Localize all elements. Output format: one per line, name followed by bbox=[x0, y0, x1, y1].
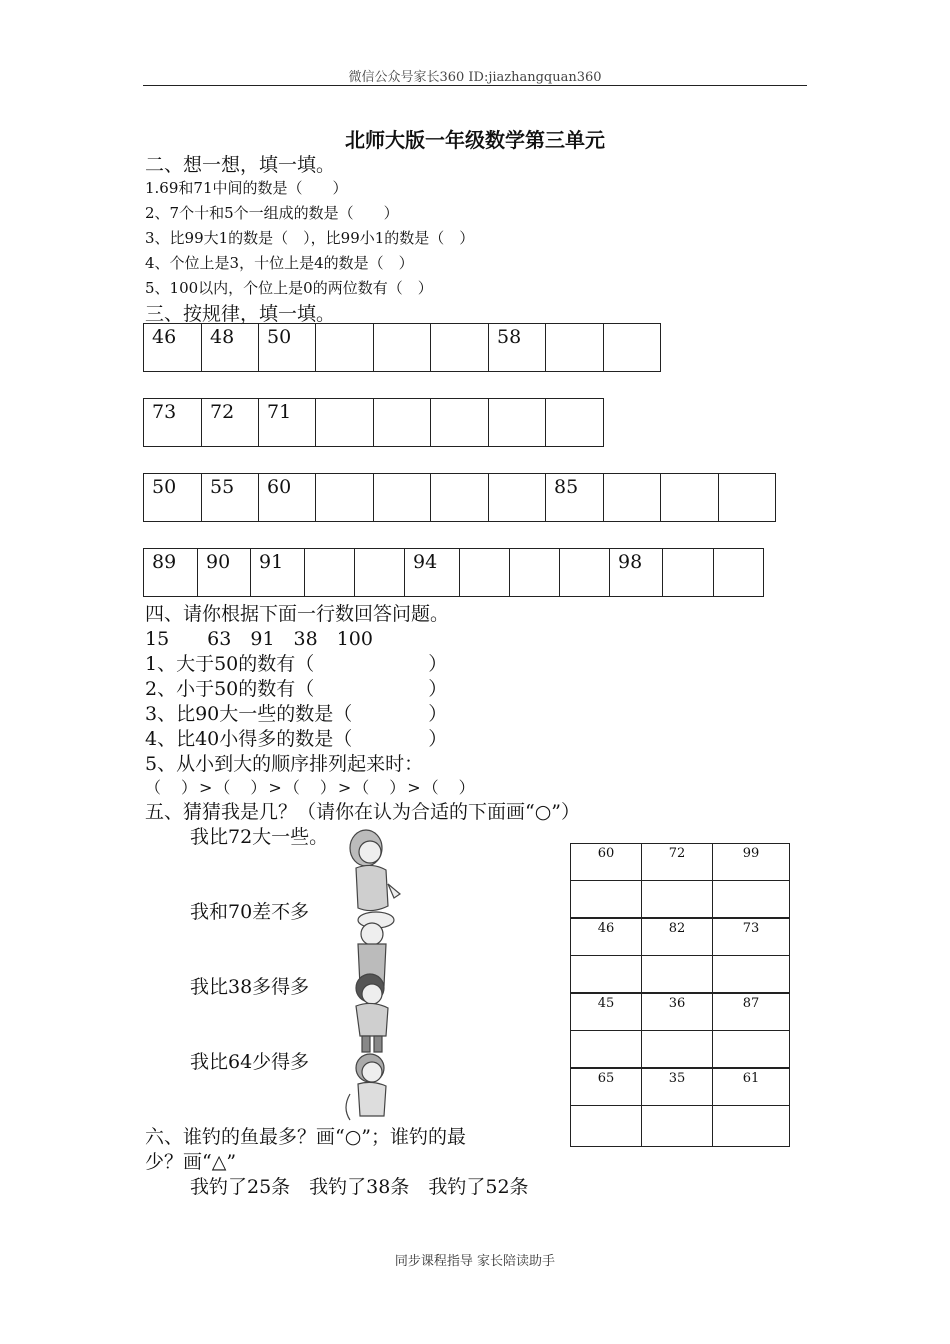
order-line: （ ）>（ ）>（ ）>（ ）>（ ） bbox=[145, 778, 477, 797]
seq-cell: 50 bbox=[144, 474, 202, 522]
section2-q3: 3、比99大1的数是（ ），比99小1的数是（ ） bbox=[145, 229, 475, 247]
page-title: 北师大版一年级数学第三单元 bbox=[345, 128, 605, 152]
seq-blank[interactable] bbox=[604, 324, 661, 372]
option-number: 65 bbox=[571, 1069, 642, 1106]
option-answer-cell[interactable] bbox=[713, 1031, 790, 1068]
seq-cell: 60 bbox=[259, 474, 316, 522]
option-number: 60 bbox=[571, 844, 642, 881]
seq-cell: 98 bbox=[610, 549, 663, 597]
seq-cell: 71 bbox=[259, 399, 316, 447]
option-answer-cell[interactable] bbox=[713, 956, 790, 993]
option-number: 45 bbox=[571, 994, 642, 1031]
seq-cell: 85 bbox=[546, 474, 604, 522]
section6-line2: 少？画“△” bbox=[145, 1151, 237, 1173]
seq-blank[interactable] bbox=[460, 549, 510, 597]
seq-cell: 89 bbox=[144, 549, 198, 597]
sequence-table-1 bbox=[143, 323, 661, 372]
seq-blank[interactable] bbox=[489, 474, 546, 522]
option-number: 87 bbox=[713, 994, 790, 1031]
sequence-table-4 bbox=[143, 548, 764, 597]
sequence-table-2 bbox=[143, 398, 604, 447]
seq-blank[interactable] bbox=[604, 474, 661, 522]
options-table-3 bbox=[570, 993, 790, 1068]
options-table-1 bbox=[570, 843, 790, 918]
section4-q3: 3、比90大一些的数是（ ） bbox=[145, 703, 448, 725]
seq-blank[interactable] bbox=[431, 324, 489, 372]
section4-q4: 4、比40小得多的数是（ ） bbox=[145, 728, 448, 750]
options-table-2 bbox=[570, 918, 790, 993]
option-number: 72 bbox=[642, 844, 713, 881]
option-number: 36 bbox=[642, 994, 713, 1031]
seq-blank[interactable] bbox=[316, 399, 374, 447]
seq-blank[interactable] bbox=[316, 474, 374, 522]
option-answer-cell[interactable] bbox=[713, 881, 790, 918]
header-rule bbox=[143, 85, 807, 86]
option-answer-cell[interactable] bbox=[713, 1106, 790, 1147]
option-number: 35 bbox=[642, 1069, 713, 1106]
option-answer-cell[interactable] bbox=[642, 1031, 713, 1068]
seq-cell: 94 bbox=[405, 549, 460, 597]
seq-cell: 55 bbox=[202, 474, 259, 522]
option-number: 61 bbox=[713, 1069, 790, 1106]
cartoon-children-illustration bbox=[336, 826, 408, 1126]
option-answer-cell[interactable] bbox=[571, 956, 642, 993]
section2-q2: 2、7个十和5个一组成的数是（ ） bbox=[145, 204, 399, 222]
seq-blank[interactable] bbox=[560, 549, 610, 597]
seq-blank[interactable] bbox=[374, 399, 431, 447]
seq-blank[interactable] bbox=[510, 549, 560, 597]
seq-cell: 48 bbox=[202, 324, 259, 372]
sequence-table-3 bbox=[143, 473, 776, 522]
seq-cell: 46 bbox=[144, 324, 202, 372]
section4-q1: 1、大于50的数有（ ） bbox=[145, 653, 448, 675]
seq-blank[interactable] bbox=[374, 324, 431, 372]
option-answer-cell[interactable] bbox=[642, 1106, 713, 1147]
seq-blank[interactable] bbox=[489, 399, 546, 447]
option-number: 99 bbox=[713, 844, 790, 881]
seq-blank[interactable] bbox=[546, 399, 604, 447]
section3-heading: 三、按规律，填一填。 bbox=[145, 303, 336, 325]
options-table-4 bbox=[570, 1068, 790, 1147]
option-answer-cell[interactable] bbox=[642, 881, 713, 918]
section2-q4: 4、个位上是3，十位上是4的数是（ ） bbox=[145, 254, 414, 272]
section5-heading: 五、猜猜我是几？（请你在认为合适的下面画“○”） bbox=[145, 801, 581, 823]
option-answer-cell[interactable] bbox=[571, 1031, 642, 1068]
seq-cell: 91 bbox=[251, 549, 305, 597]
seq-blank[interactable] bbox=[714, 549, 764, 597]
seq-cell: 50 bbox=[259, 324, 316, 372]
seq-blank[interactable] bbox=[719, 474, 776, 522]
page-header: 微信公众号家长360 ID:jiazhangquan360 bbox=[348, 70, 602, 85]
option-number: 46 bbox=[571, 919, 642, 956]
fishing-counts: 我钓了25条 我钓了38条 我钓了52条 bbox=[190, 1176, 529, 1198]
seq-blank[interactable] bbox=[431, 399, 489, 447]
option-number: 82 bbox=[642, 919, 713, 956]
seq-blank[interactable] bbox=[374, 474, 431, 522]
section2-q1: 1.69和71中间的数是（ ） bbox=[145, 179, 348, 197]
seq-blank[interactable] bbox=[316, 324, 374, 372]
seq-cell: 72 bbox=[202, 399, 259, 447]
section6-line1: 六、谁钓的鱼最多？画“○”；谁钓的最 bbox=[145, 1126, 467, 1148]
seq-blank[interactable] bbox=[305, 549, 355, 597]
section4-q2: 2、小于50的数有（ ） bbox=[145, 678, 448, 700]
guess-statement-1: 我比72大一些。 bbox=[190, 826, 329, 848]
seq-blank[interactable] bbox=[546, 324, 604, 372]
page-footer: 同步课程指导 家长陪读助手 bbox=[394, 1254, 556, 1269]
guess-statement-2: 我和70差不多 bbox=[190, 901, 310, 923]
seq-cell: 90 bbox=[198, 549, 251, 597]
option-answer-cell[interactable] bbox=[642, 956, 713, 993]
seq-blank[interactable] bbox=[661, 474, 719, 522]
option-answer-cell[interactable] bbox=[571, 1106, 642, 1147]
option-number: 73 bbox=[713, 919, 790, 956]
seq-cell: 58 bbox=[489, 324, 546, 372]
option-answer-cell[interactable] bbox=[571, 881, 642, 918]
section4-numbers: 15 63 91 38 100 bbox=[145, 628, 373, 650]
seq-blank[interactable] bbox=[355, 549, 405, 597]
section2-q5: 5、100以内，个位上是0的两位数有（ ） bbox=[145, 279, 433, 297]
guess-statement-4: 我比64少得多 bbox=[190, 1051, 310, 1073]
seq-cell: 73 bbox=[144, 399, 202, 447]
section4-heading: 四、请你根据下面一行数回答问题。 bbox=[145, 603, 450, 625]
seq-blank[interactable] bbox=[431, 474, 489, 522]
guess-statement-3: 我比38多得多 bbox=[190, 976, 310, 998]
seq-blank[interactable] bbox=[663, 549, 714, 597]
section4-q5: 5、从小到大的顺序排列起来时： bbox=[145, 753, 424, 775]
section2-heading: 二、想一想，填一填。 bbox=[145, 154, 336, 176]
